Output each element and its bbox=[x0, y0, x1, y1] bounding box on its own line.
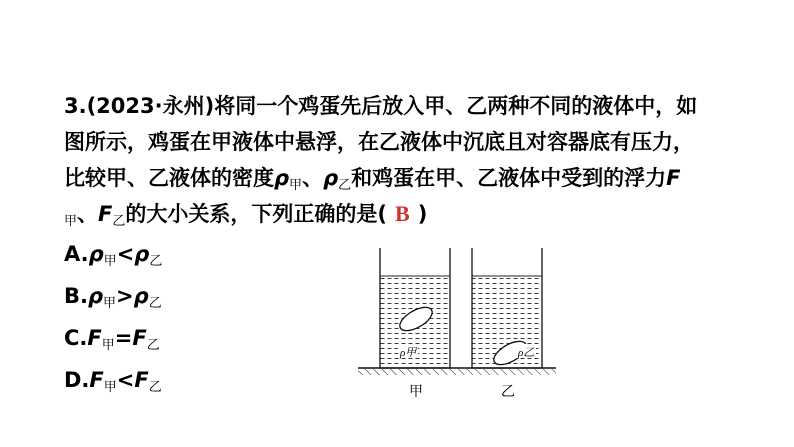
option-sub2: 乙 bbox=[146, 338, 160, 353]
option-var: ρ bbox=[88, 242, 104, 266]
option-sub1: 甲 bbox=[103, 296, 117, 311]
question-line2-text: 图所示，鸡蛋在甲液体中悬浮，在乙液体中沉底且对容器底有压力， bbox=[64, 130, 694, 154]
answer-choice: B bbox=[395, 201, 410, 226]
option-sub1: 甲 bbox=[101, 338, 115, 353]
question-line-1 bbox=[64, 88, 764, 124]
force-symbol: F bbox=[98, 202, 113, 226]
option-op: < bbox=[116, 242, 135, 266]
question-number: 3.(2023·永州) bbox=[64, 94, 215, 118]
beakers-figure bbox=[352, 246, 562, 410]
subscript-jia: 甲 bbox=[64, 214, 78, 229]
option-b[interactable] bbox=[64, 282, 162, 324]
option-var: ρ bbox=[134, 242, 150, 266]
ground-hatch bbox=[358, 369, 556, 375]
option-op: < bbox=[116, 368, 135, 392]
question-line4-tail: 的大小关系，下列正确的是( bbox=[125, 202, 387, 226]
rho-jia-label: ρ甲 bbox=[400, 347, 417, 359]
option-c[interactable] bbox=[64, 324, 162, 366]
option-sub1: 甲 bbox=[103, 380, 117, 395]
option-op: > bbox=[116, 284, 134, 308]
rho-symbol: ρ bbox=[274, 166, 290, 190]
separator-comma: 、 bbox=[302, 166, 324, 190]
option-var: F bbox=[134, 368, 149, 392]
question-line3-mid: 和鸡蛋在甲、乙液体中受到的浮力 bbox=[351, 166, 667, 190]
option-sub2: 乙 bbox=[149, 254, 163, 269]
option-sub2: 乙 bbox=[148, 296, 162, 311]
close-paren: ) bbox=[417, 202, 428, 226]
option-sub1: 甲 bbox=[103, 254, 117, 269]
option-var: F bbox=[132, 326, 147, 350]
option-var: ρ bbox=[133, 284, 149, 308]
beakers-diagram bbox=[352, 246, 562, 406]
option-d[interactable] bbox=[64, 366, 162, 408]
option-var: F bbox=[89, 368, 104, 392]
question-line-3 bbox=[64, 160, 764, 196]
option-a[interactable] bbox=[64, 240, 162, 282]
option-letter: D. bbox=[64, 368, 90, 392]
subscript-yi: 乙 bbox=[338, 178, 352, 193]
rho-symbol: ρ bbox=[323, 166, 339, 190]
options-list bbox=[64, 240, 162, 408]
option-var: F bbox=[87, 326, 102, 350]
separator-comma: 、 bbox=[77, 202, 99, 226]
force-symbol: F bbox=[666, 166, 681, 190]
label-yi: 乙 bbox=[501, 385, 515, 400]
option-var: ρ bbox=[87, 284, 104, 308]
subscript-jia: 甲 bbox=[289, 178, 303, 193]
question-line-2 bbox=[64, 124, 764, 160]
subscript-yi: 乙 bbox=[112, 214, 126, 229]
question-line-4 bbox=[64, 196, 764, 232]
question-line3-text: 比较甲、乙液体的密度 bbox=[64, 166, 274, 190]
rho-yi-label: ρ乙 bbox=[518, 347, 535, 359]
label-jia: 甲 bbox=[409, 385, 423, 400]
option-letter: A. bbox=[64, 242, 89, 266]
option-sub2: 乙 bbox=[148, 380, 162, 395]
question-text bbox=[64, 88, 764, 232]
option-letter: C. bbox=[64, 326, 88, 350]
option-letter: B. bbox=[64, 284, 88, 308]
question-line1-text: 将同一个鸡蛋先后放入甲、乙两种不同的液体中，如 bbox=[214, 94, 698, 118]
option-op: = bbox=[114, 326, 133, 350]
